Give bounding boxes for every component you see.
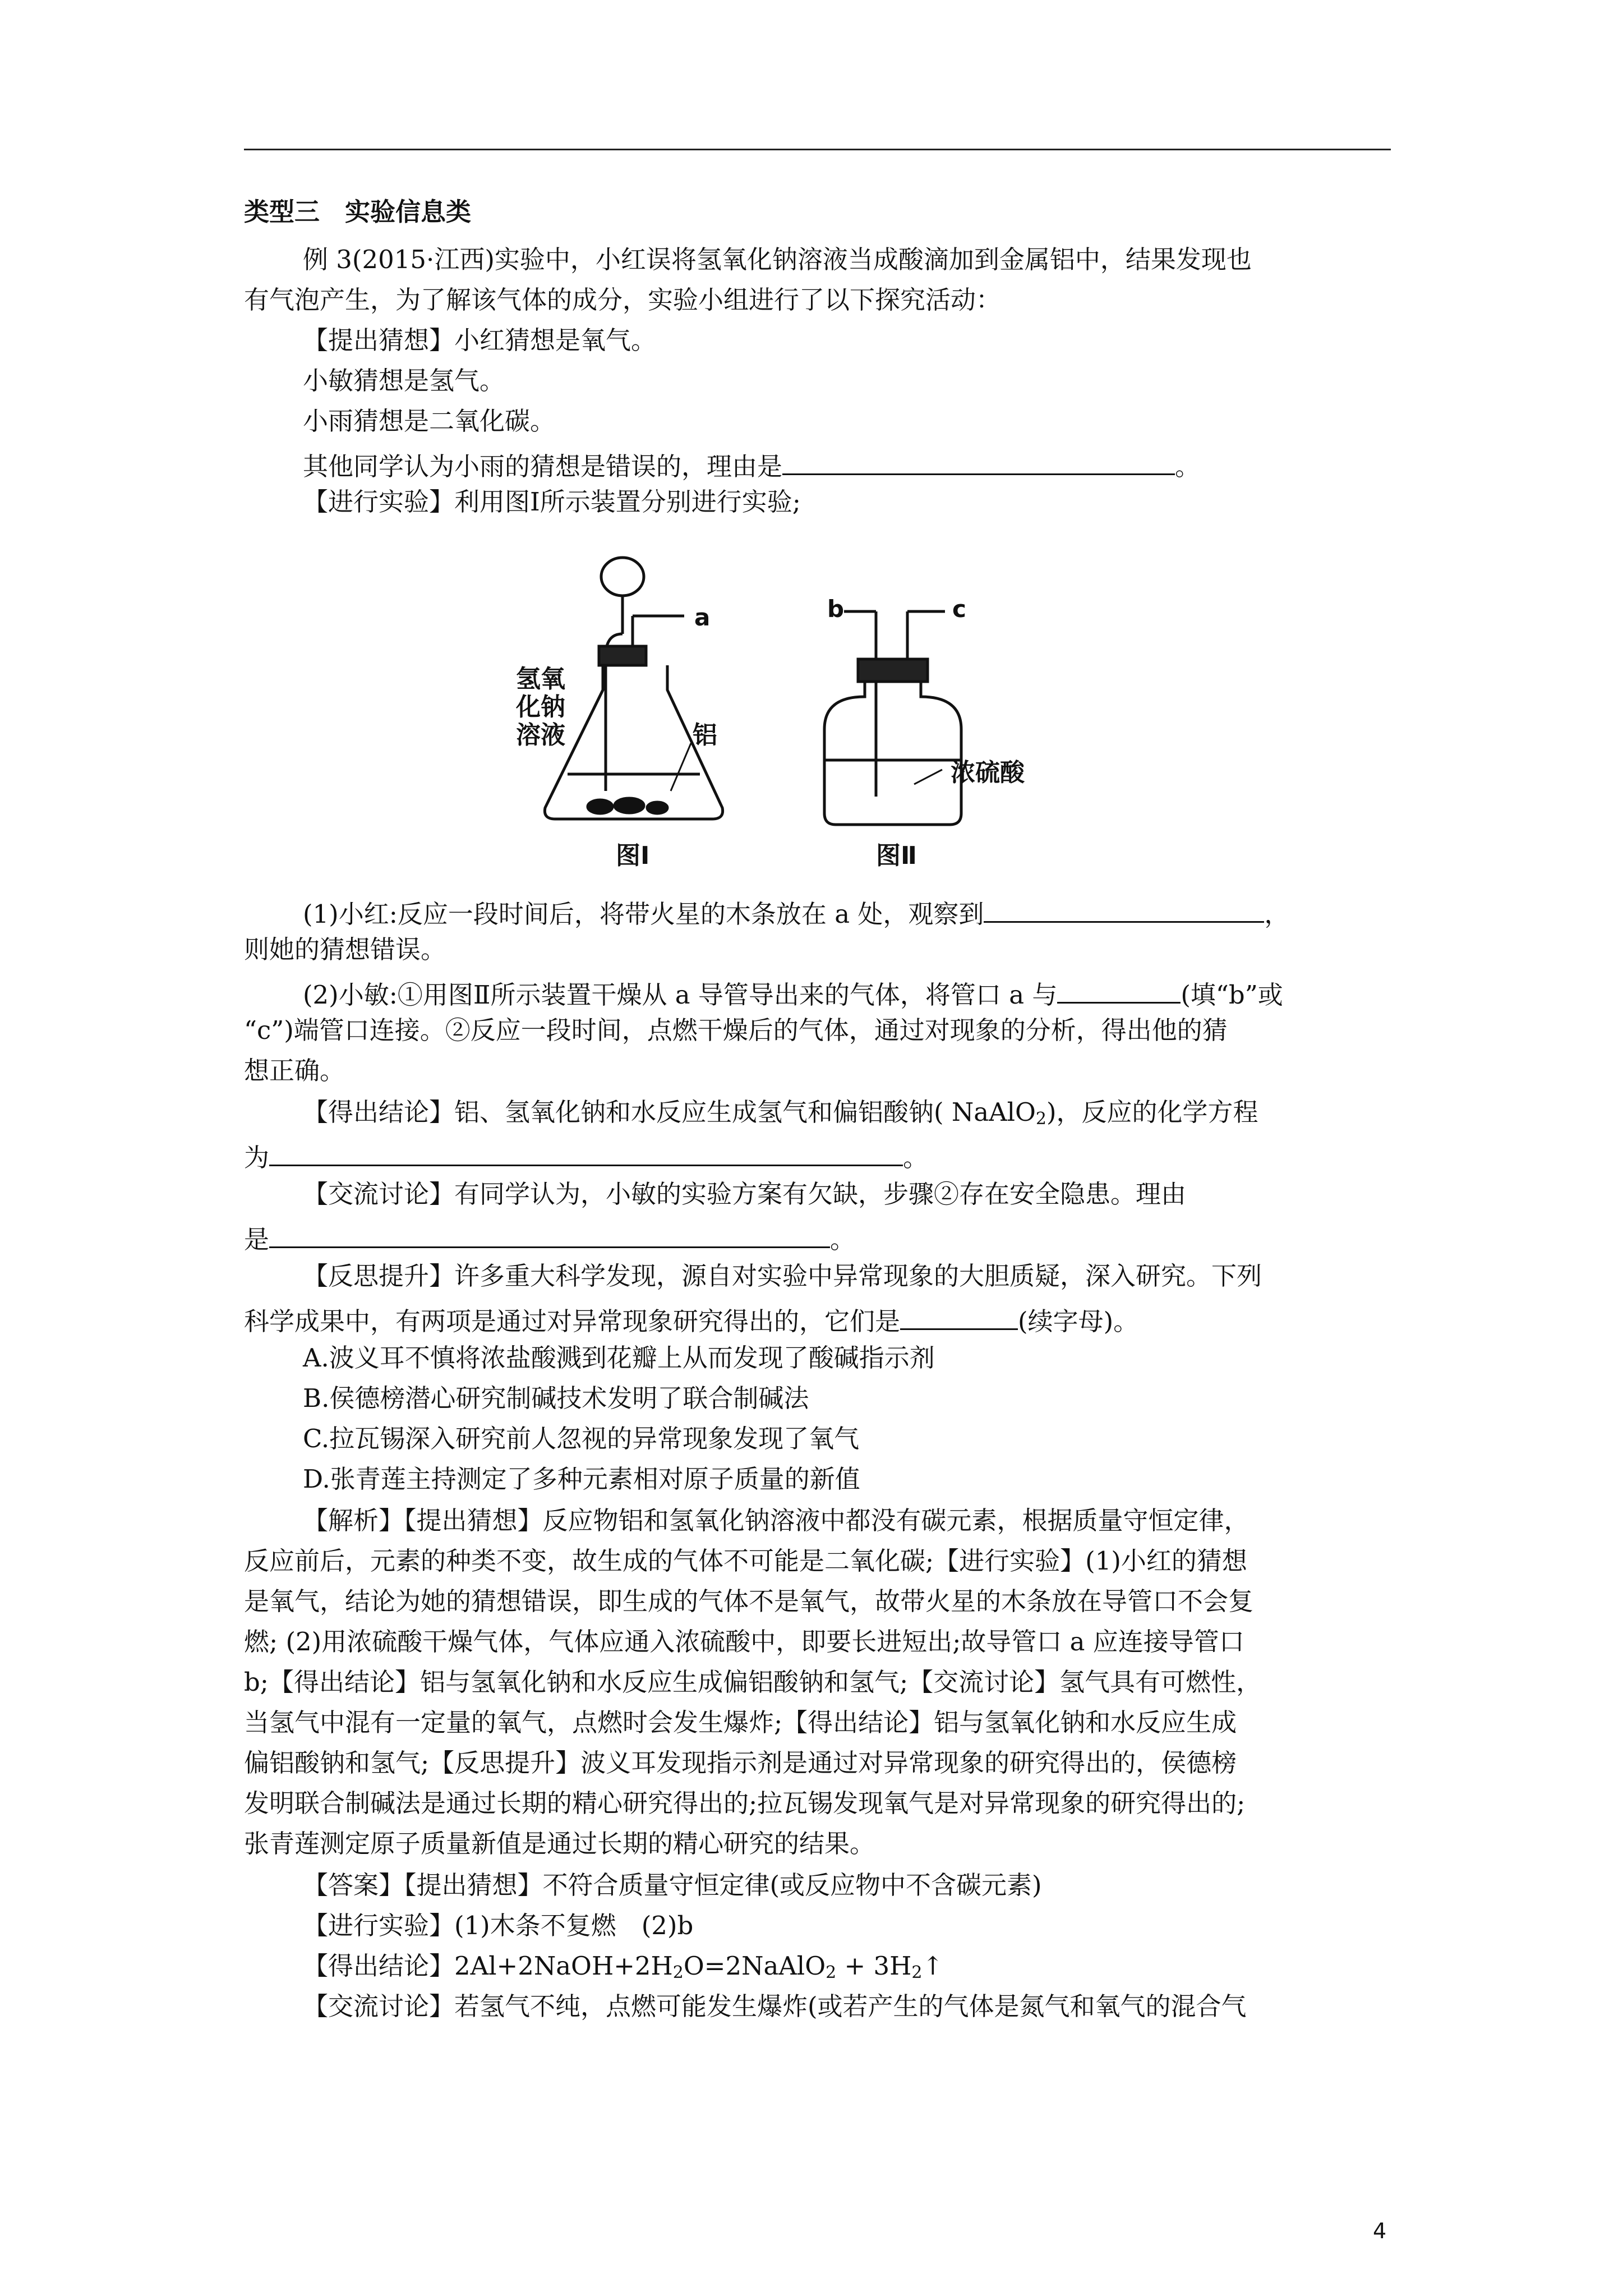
q1-line-2: 则她的猜想错误。 <box>244 935 446 964</box>
bottle-stopper <box>858 659 928 682</box>
option-d: D.张青莲主持测定了多种元素相对原子质量的新值 <box>303 1464 860 1494</box>
label-a: a <box>694 604 711 631</box>
conclusion-line-1: 【得出结论】铝、氢氧化钠和水反应生成氢气和偏铝酸钠( NaAlO$_2$)，反应的化学方程 <box>303 1097 1258 1129</box>
al-label: 铝 <box>693 721 717 749</box>
experiment-line: 【进行实验】利用图Ⅰ所示装置分别进行实验; <box>303 487 801 517</box>
section-title: 类型三 实验信息类 <box>244 197 472 227</box>
analysis-line: 张青莲测定原子质量新值是通过长期的精心研究的结果。 <box>244 1829 875 1858</box>
label-b: b <box>827 595 845 623</box>
header-rule <box>244 149 1391 150</box>
reflection-line-2: 科学成果中，有两项是通过对异常现象研究得出的，它们是 (续字母)。 <box>244 1304 1138 1334</box>
analysis-line: 燃; (2)用浓硫酸干燥气体，气体应通入浓硫酸中，即要长进短出;故导管口 a 应连接导管口 <box>244 1627 1244 1657</box>
funnel-bulb <box>601 558 644 596</box>
q1-line-1: (1)小红:反应一段时间后，将带火星的木条放在 a 处，观察到 ， <box>303 896 1289 927</box>
acid-label: 浓硫酸 <box>951 758 1025 787</box>
figure-2-bottle <box>824 611 961 825</box>
figure-1-flask <box>545 558 722 819</box>
acid-pointer <box>914 770 942 784</box>
fig2-caption: 图Ⅱ <box>876 841 917 870</box>
analysis-line: 发明联合制碱法是通过长期的精心研究得出的;拉瓦锡发现氧气是对异常现象的研究得出的; <box>244 1788 1246 1818</box>
intro-line-1: 例 3(2015·江西)实验中，小红误将氢氧化钠溶液当成酸滴加到金属铝中，结果发现也 <box>303 245 1252 274</box>
guess-line-3: 小雨猜想是二氧化碳。 <box>303 406 556 436</box>
analysis-line: 是氧气，结论为她的猜想错误，即生成的气体不是氧气，故带火星的木条放在导管口不会复 <box>244 1586 1254 1616</box>
al-pointer <box>671 743 691 791</box>
q2-line-3: 想正确。 <box>244 1056 345 1085</box>
option-b: B.侯德榜潜心研究制碱技术发明了联合制碱法 <box>303 1383 809 1413</box>
analysis-line: 当氢气中混有一定量的氧气，点燃时会发生爆炸;【得出结论】铝与氢氧化钠和水反应生成 <box>244 1708 1237 1737</box>
al-piece <box>588 800 612 813</box>
guess-line-2: 小敏猜想是氢气。 <box>303 366 505 395</box>
naoh-label-3: 溶液 <box>516 721 565 749</box>
answer-line-1: 【答案】【提出猜想】不符合质量守恒定律(或反应物中不含碳元素) <box>303 1870 1042 1900</box>
guess-line-1: 【提出猜想】小红猜想是氧气。 <box>303 325 657 355</box>
answer-blank[interactable] <box>900 1304 1018 1330</box>
analysis-line: 反应前后，元素的种类不变，故生成的气体不可能是二氧化碳;【进行实验】(1)小红的猜想 <box>244 1546 1247 1576</box>
stopper <box>599 646 646 665</box>
answer-blank[interactable] <box>984 896 1264 923</box>
conclusion-line-2: 为 。 <box>244 1140 928 1170</box>
answer-line-3: 【得出结论】$2Al+2NaOH+2H_2O=2NaAlO_2$ + $3H_2↑$ <box>303 1951 944 1982</box>
answer-line-2: 【进行实验】(1)木条不复燃 (2)b <box>303 1911 694 1940</box>
label-c: c <box>952 595 966 623</box>
analysis-line: 偏铝酸钠和氢气;【反思提升】波义耳发现指示剂是通过对异常现象的研究得出的，侯德榜 <box>244 1748 1237 1778</box>
intro-line-2: 有气泡产生，为了解该气体的成分，实验小组进行了以下探究活动： <box>244 285 1002 315</box>
page-number: 4 <box>1373 2219 1387 2243</box>
al-piece <box>615 798 644 813</box>
al-piece <box>647 802 667 813</box>
option-c: C.拉瓦锡深入研究前人忽视的异常现象发现了氧气 <box>303 1424 860 1453</box>
answer-blank[interactable] <box>1057 977 1181 1004</box>
discussion-line-2: 是 。 <box>244 1222 855 1252</box>
answer-blank[interactable] <box>782 449 1175 475</box>
naoh-label-2: 化钠 <box>516 693 565 721</box>
q2-line-2: “c”)端管口连接。②反应一段时间，点燃干燥后的气体，通过对现象的分析，得出他的猜 <box>244 1015 1228 1045</box>
analysis-line: 【解析】【提出猜想】反应物铝和氢氧化钠溶液中都没有碳元素，根据质量守恒定律， <box>303 1506 1249 1535</box>
reflection-line-1: 【反思提升】许多重大科学发现，源自对实验中异常现象的大胆质疑，深入研究。下列 <box>303 1261 1262 1291</box>
answer-blank[interactable] <box>269 1140 903 1166</box>
option-a: A.波义耳不慎将浓盐酸溅到花瓣上从而发现了酸碱指示剂 <box>303 1343 935 1373</box>
fig1-caption: 图Ⅰ <box>616 841 650 870</box>
q2-line-1: (2)小敏:①用图Ⅱ所示装置干燥从 a 导管导出来的气体，将管口 a 与 (填“b”或 <box>303 977 1283 1007</box>
discussion-line-1: 【交流讨论】有同学认为，小敏的实验方案有欠缺，步骤②存在安全隐患。理由 <box>303 1179 1187 1209</box>
bottle-body <box>824 682 961 825</box>
apparatus-figure <box>516 550 1127 875</box>
naoh-label-1: 氢氧 <box>516 665 565 693</box>
analysis-line: b;【得出结论】铝与氢氧化钠和水反应生成偏铝酸钠和氢气;【交流讨论】氢气具有可燃性， <box>244 1667 1262 1697</box>
answer-blank[interactable] <box>269 1222 830 1248</box>
answer-line-4: 【交流讨论】若氢气不纯，点燃可能发生爆炸(或若产生的气体是氮气和氧气的混合气 <box>303 1991 1247 2021</box>
guess-line-4: 其他同学认为小雨的猜想是错误的，理由是 。 <box>303 449 1200 479</box>
